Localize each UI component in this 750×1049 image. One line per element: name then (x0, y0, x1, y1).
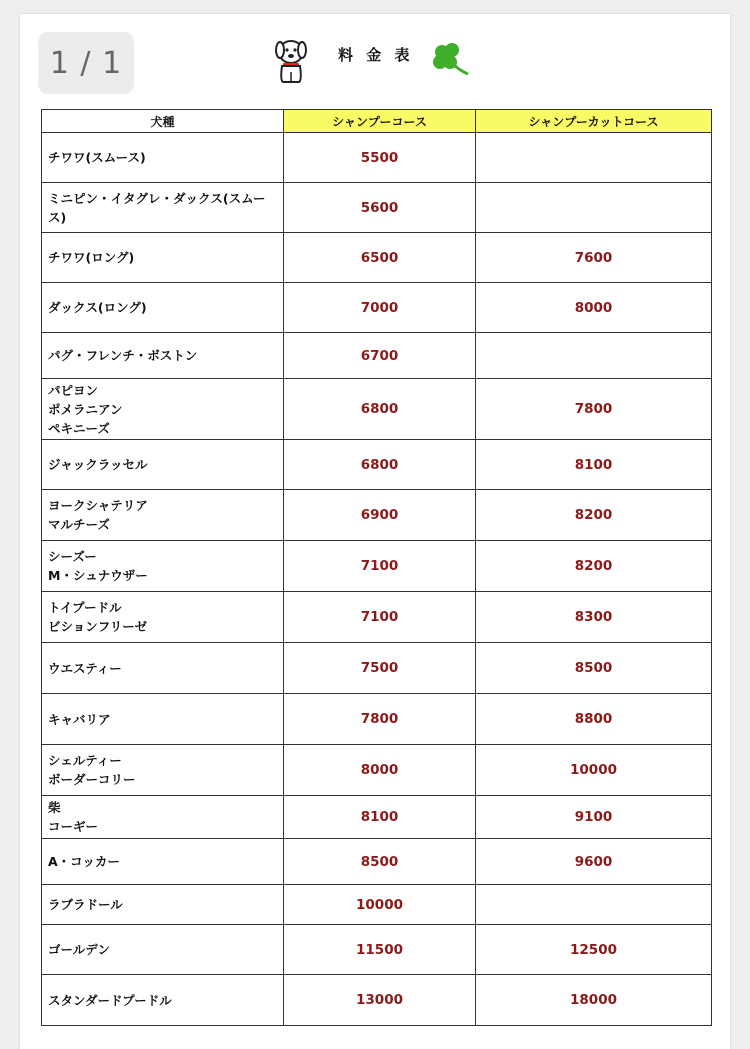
shampoo-price-cell: 5600 (284, 183, 476, 233)
shampoo-cut-price-cell: 8300 (476, 592, 712, 643)
shampoo-cut-price-cell: 8100 (476, 440, 712, 490)
shampoo-price-cell: 10000 (284, 885, 476, 925)
header-breed: 犬種 (42, 110, 284, 133)
page-indicator: 1 / 1 (38, 32, 134, 94)
breed-cell: チワワ(スムース) (42, 133, 284, 183)
document-title: 料 金 表 (338, 46, 414, 64)
breed-cell: キャバリア (42, 694, 284, 745)
shampoo-cut-price-cell: 9100 (476, 796, 712, 839)
shampoo-cut-price-cell: 8800 (476, 694, 712, 745)
table-row (42, 440, 712, 490)
breed-cell: 柴 コーギー (42, 796, 284, 839)
shampoo-price-cell: 6900 (284, 490, 476, 541)
breed-cell: シェルティー ボーダーコリー (42, 745, 284, 796)
table-row (42, 379, 712, 440)
shampoo-price-cell: 5500 (284, 133, 476, 183)
header-shampoo-course: シャンプーコース (284, 110, 476, 133)
shampoo-price-cell: 6500 (284, 233, 476, 283)
shampoo-price-cell: 7100 (284, 541, 476, 592)
breed-cell: トイプードル ビションフリーゼ (42, 592, 284, 643)
shampoo-cut-price-cell: 8000 (476, 283, 712, 333)
table-row (42, 133, 712, 183)
shampoo-price-cell: 8500 (284, 839, 476, 885)
header-shampoo-cut-course: シャンプーカットコース (476, 110, 712, 133)
shampoo-price-cell: 7500 (284, 643, 476, 694)
breed-cell: ゴールデン (42, 925, 284, 975)
breed-cell: ジャックラッセル (42, 440, 284, 490)
breed-cell: スタンダードプードル (42, 975, 284, 1026)
shampoo-cut-price-cell: 8200 (476, 490, 712, 541)
table-row (42, 333, 712, 379)
breed-cell: パグ・フレンチ・ボストン (42, 333, 284, 379)
table-row (42, 975, 712, 1026)
table-row (42, 592, 712, 643)
price-table (41, 109, 712, 1026)
table-row (42, 796, 712, 839)
breed-cell: ヨークシャテリア マルチーズ (42, 490, 284, 541)
clover-icon (428, 40, 472, 80)
shampoo-price-cell: 6800 (284, 440, 476, 490)
shampoo-cut-price-cell: 18000 (476, 975, 712, 1026)
breed-cell: A・コッカー (42, 839, 284, 885)
table-row (42, 490, 712, 541)
breed-cell: パピヨン ポメラニアン ペキニーズ (42, 379, 284, 440)
table-row (42, 925, 712, 975)
shampoo-cut-price-cell: 10000 (476, 745, 712, 796)
table-row (42, 839, 712, 885)
shampoo-price-cell: 13000 (284, 975, 476, 1026)
table-row (42, 745, 712, 796)
shampoo-price-cell: 7100 (284, 592, 476, 643)
shampoo-cut-price-cell: 7800 (476, 379, 712, 440)
table-row (42, 541, 712, 592)
breed-cell: ミニピン・イタグレ・ダックス(スムース) (42, 183, 284, 233)
table-row (42, 283, 712, 333)
shampoo-price-cell: 6800 (284, 379, 476, 440)
shampoo-cut-price-cell (476, 133, 712, 183)
breed-cell: ウエスティー (42, 643, 284, 694)
shampoo-cut-price-cell (476, 183, 712, 233)
shampoo-cut-price-cell: 9600 (476, 839, 712, 885)
shampoo-price-cell: 7000 (284, 283, 476, 333)
breed-cell: シーズー M・シュナウザー (42, 541, 284, 592)
table-row (42, 694, 712, 745)
breed-cell: ラブラドール (42, 885, 284, 925)
table-row (42, 885, 712, 925)
breed-cell: ダックス(ロング) (42, 283, 284, 333)
shampoo-cut-price-cell: 8500 (476, 643, 712, 694)
table-row (42, 233, 712, 283)
shampoo-cut-price-cell: 12500 (476, 925, 712, 975)
shampoo-price-cell: 8000 (284, 745, 476, 796)
table-row (42, 643, 712, 694)
shampoo-price-cell: 8100 (284, 796, 476, 839)
dog-icon (272, 38, 310, 84)
table-header-row (42, 110, 712, 133)
shampoo-cut-price-cell: 8200 (476, 541, 712, 592)
shampoo-price-cell: 6700 (284, 333, 476, 379)
shampoo-price-cell: 7800 (284, 694, 476, 745)
table-row (42, 183, 712, 233)
shampoo-cut-price-cell: 7600 (476, 233, 712, 283)
shampoo-cut-price-cell (476, 333, 712, 379)
breed-cell: チワワ(ロング) (42, 233, 284, 283)
shampoo-cut-price-cell (476, 885, 712, 925)
shampoo-price-cell: 11500 (284, 925, 476, 975)
